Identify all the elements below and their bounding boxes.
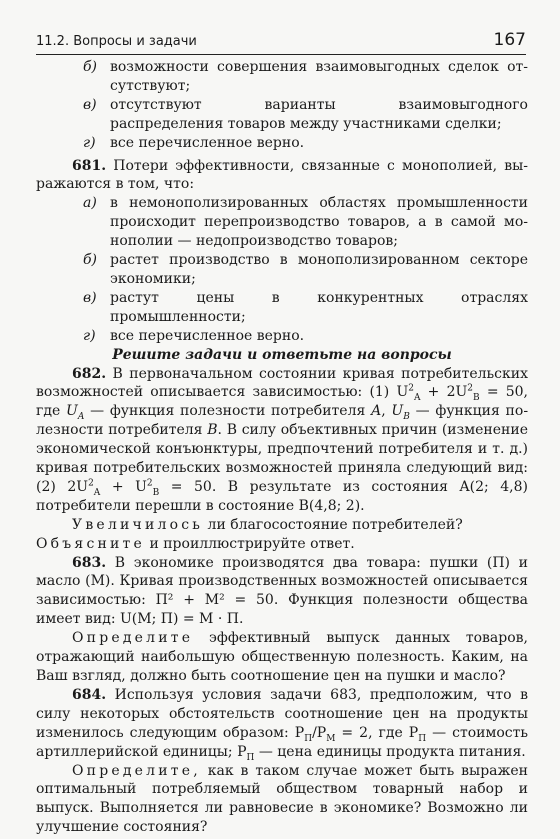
q681-option-g: г) все перечисленное верно. (83, 327, 305, 344)
q681-number: 681. (72, 157, 107, 174)
q681-option-b: б) растет производство в монополизированном секторе экономики; (83, 252, 528, 287)
q680-option-b: б) возможности совершения взаимовыгодных сделок отсутствуют; (83, 59, 528, 94)
q682-question: Увеличилось ли благосостояние потребителей? (72, 516, 463, 533)
section-heading: Решите задачи и ответьте на вопросы (112, 346, 452, 363)
section-title-header: 11.2. Вопросы и задачи (36, 34, 197, 49)
q681-option-v: в) растут цены в конкурентных отраслях промышленности; (83, 289, 528, 325)
q684-problem: 684. Используя условия задачи 683, предположим, что в силу некоторых обстоятельств соотношение цен на продукты изменилось следующим образом: $P_П/P_М = 2$, где $P_П$ — стоимость артиллерийской единицы; $P_П$ — цена единицы продукта питания. (36, 686, 528, 763)
running-header (36, 32, 526, 55)
q680-option-v: в) отсутствуют варианты взаимовыгодного распределения товаров между участниками сделки; (83, 96, 528, 132)
q681-option-a: а) в немонополизированных областях промышленности происходит перепроизводство товаров, а в самой монополии — недопроизводство товаров; (83, 195, 528, 250)
q682-number: 682. (72, 365, 107, 382)
q684-question: Определите, как в таком случае может быть выражен оптимальный потребляемый обществом товарный набор и выпуск. Выполняется ли равновесие в экономике? Возможно ли улучшение состояния? (36, 762, 528, 836)
q684-number: 684. (72, 686, 107, 703)
q683-problem: 683. В экономике производятся два товара: пушки (П) и масло (М). Кривая производственных возможностей описывается зависимостью: П² + М² = 50. Функция полезности общества имеет вид: U(М; П) = М · П. (36, 554, 529, 628)
q681-question: 681. Потери эффективности, связанные с монополией, выражаются в том, что: (36, 157, 528, 193)
q682-problem: 682. В первоначальном состоянии кривая потребительских возможностей описывается зависимостью: (1) $U^2_A + 2U^2_B = 50$, где $U_A$ — функция полезности потребителя A, $U_B$ — функция полезности потребителя B. В силу объективных причин (изменение экономической конъюнктуры, предпочтений потребителя и т. д.) кривая потребительских возможностей приняла следующий вид: (2) $2U^2_A + U^2_B = 50$. В результате из состояния A(2; 4,8) потребители перешли в состояние B(4,8; 2). (36, 365, 529, 514)
page-content (36, 58, 528, 837)
q680-option-g: г) все перечисленное верно. (83, 134, 305, 151)
q683-question: Определите эффективный выпуск данных товаров, отражающий наибольшую общественную полезность. Каким, на Ваш взгляд, должно быть соотношение цен на пушки и масло? (36, 630, 528, 684)
q682-explain: Объясните и проиллюстрируйте ответ. (36, 535, 355, 552)
q683-number: 683. (72, 554, 107, 571)
page-number: 167 (493, 30, 526, 50)
